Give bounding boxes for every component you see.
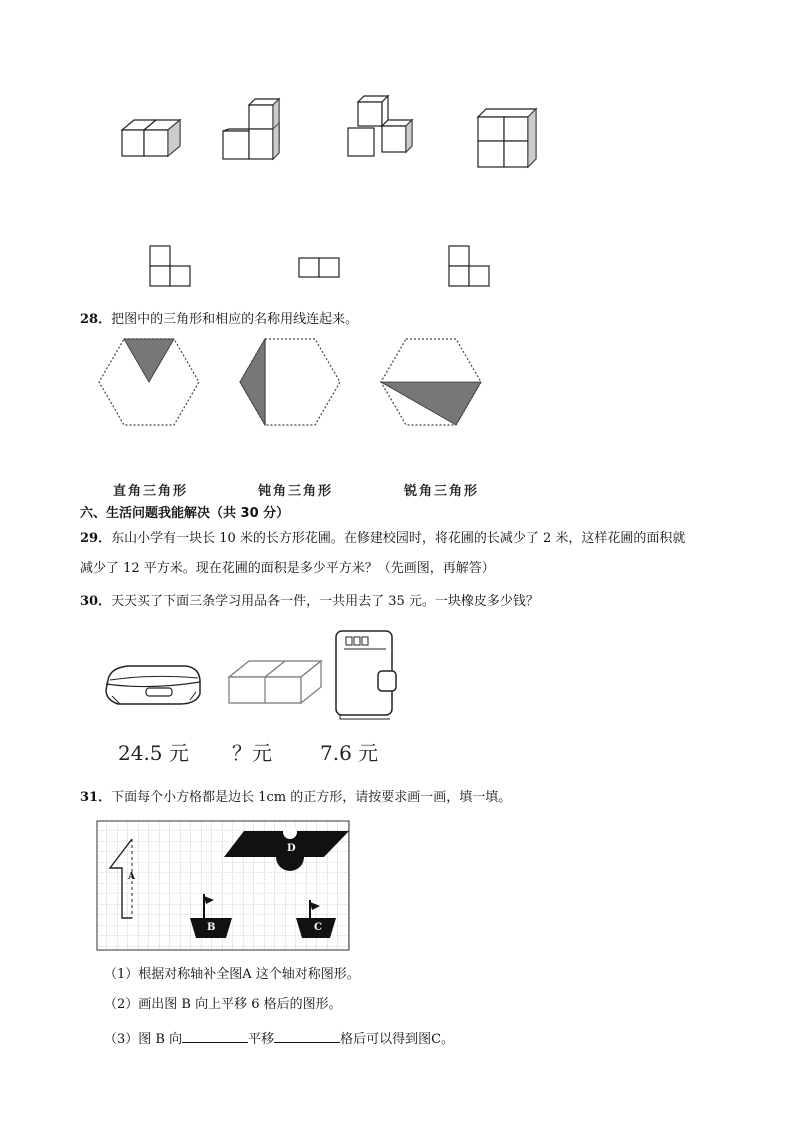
question-text: 天天买了下面三条学习用品各一件，一共用去了 35 元。一块橡皮多少钱？ [111,594,539,609]
sub3-text-b: 平移 [248,1032,275,1047]
pencil-case-image [100,660,205,710]
hexagon-right-triangle [239,338,343,428]
question-31-sub-1: （1）根据对称轴补全图A 这个轴对称图形。 [104,967,360,982]
question-28 [80,311,358,329]
cube-figure-2 [215,95,295,170]
question-31 [80,789,511,807]
hexagon-acute-triangle [98,338,202,428]
view-3 [449,246,491,288]
question-29-line-2: 减少了 12 平方米。现在花圃的面积是多少平方米？（先画图，再解答） [80,561,495,576]
cube-figure-3 [340,90,425,170]
price-eraser: ？元 [232,741,272,765]
question-number: 30． [80,594,112,609]
label-acute-triangle: 锐角三角形 [404,484,480,499]
eraser-image [225,655,325,710]
price-notebook: 7.6 元 [320,741,379,765]
label-obtuse-triangle: 钝角三角形 [258,484,334,499]
question-number: 31． [80,790,112,805]
question-number: 28． [80,312,112,327]
cube-figure-1 [110,108,190,168]
cube-figure-4 [470,105,550,175]
question-31-sub-2: （2）画出图 B 向上平移 6 格后的图形。 [104,997,342,1012]
section-6-title: 六、生活问题我能解决（共 30 分） [80,506,290,521]
view-2 [299,258,341,278]
price-pencil-case: 24.5 元 [118,741,189,765]
question-text: 下面每个小方格都是边长 1cm 的正方形，请按要求画一画，填一填。 [111,790,512,805]
hexagon-obtuse-triangle [380,338,484,428]
view-1 [150,246,192,288]
sub3-text-a: （3）图 B 向 [104,1032,183,1047]
grid-label-b: B [207,922,216,933]
question-30 [80,593,539,611]
question-number: 29． [80,531,112,546]
question-text: 东山小学有一块长 10 米的长方形花圃。在修建校园时，将花圃的长减少了 2 米，这样花圃的面积就 [111,531,686,546]
question-31-sub-3 [104,1028,454,1049]
question-text: 把图中的三角形和相应的名称用线连起来。 [111,312,359,327]
label-right-triangle: 直角三角形 [113,484,189,499]
grid-label-c: C [314,922,322,933]
grid-label-a: A [128,872,135,882]
grid-label-d: D [287,843,296,854]
distance-answer-blank[interactable] [274,1028,340,1043]
sub3-text-c: 格后可以得到图C。 [340,1032,455,1047]
notebook-image [330,627,400,722]
question-29-line-1 [80,530,685,548]
direction-answer-blank[interactable] [182,1028,248,1043]
